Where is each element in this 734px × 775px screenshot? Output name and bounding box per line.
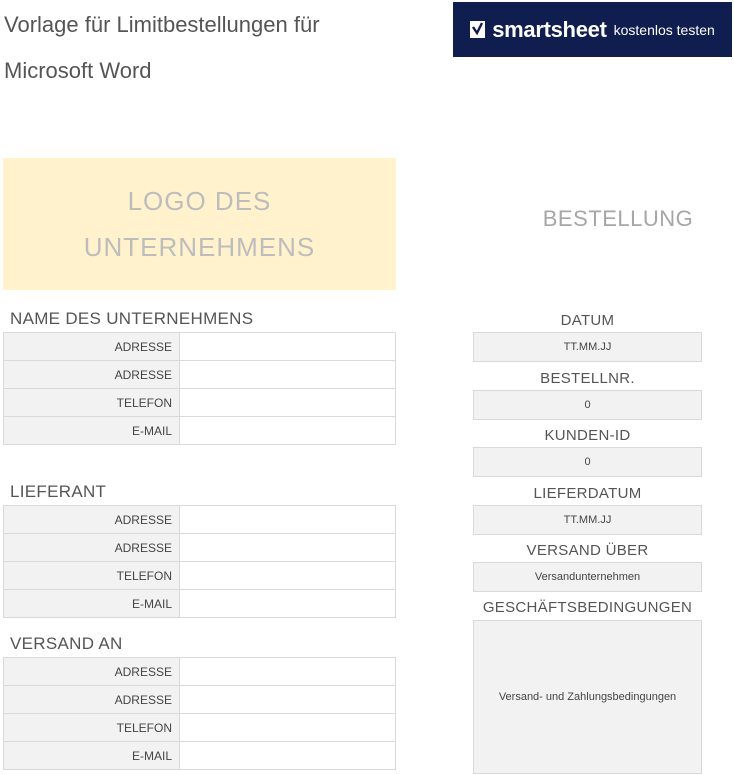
ship-via-label: VERSAND ÜBER <box>526 542 649 559</box>
field-label: ADRESSE <box>4 333 180 361</box>
logo-placeholder-line-2: UNTERNEHMENS <box>83 232 316 262</box>
delivery-date-field[interactable]: TT.MM.JJ <box>473 505 702 535</box>
field-label: TELEFON <box>4 389 180 417</box>
company-address-1-field[interactable] <box>180 333 396 361</box>
table-row <box>4 506 396 534</box>
page-title <box>4 2 434 94</box>
section-heading-supplier: LIEFERANT <box>10 482 107 501</box>
field-label: E-MAIL <box>4 590 180 618</box>
table-row <box>4 658 396 686</box>
supplier-info-table <box>3 505 396 618</box>
field-label: ADRESSE <box>4 534 180 562</box>
table-row <box>4 714 396 742</box>
smartsheet-trial-banner[interactable] <box>453 2 732 57</box>
field-label: ADRESSE <box>4 658 180 686</box>
customer-id-label: KUNDEN-ID <box>544 427 631 444</box>
company-address-2-field[interactable] <box>180 361 396 389</box>
smartsheet-check-logo-icon <box>470 21 485 38</box>
table-row <box>4 389 396 417</box>
field-label: E-MAIL <box>4 417 180 445</box>
supplier-email-field[interactable] <box>180 590 396 618</box>
ship-to-address-2-field[interactable] <box>180 686 396 714</box>
table-row <box>4 742 396 770</box>
table-row <box>4 590 396 618</box>
document-title: BESTELLUNG <box>542 206 694 231</box>
table-row <box>4 361 396 389</box>
order-number-label: BESTELLNR. <box>540 370 635 387</box>
ship-to-phone-field[interactable] <box>180 714 396 742</box>
terms-label: GESCHÄFTSBEDINGUNGEN <box>482 599 693 616</box>
table-row <box>4 534 396 562</box>
field-label: TELEFON <box>4 714 180 742</box>
field-label: ADRESSE <box>4 686 180 714</box>
customer-id-field[interactable]: 0 <box>473 447 702 477</box>
field-label: ADRESSE <box>4 506 180 534</box>
table-row <box>4 333 396 361</box>
section-heading-company: NAME DES UNTERNEHMENS <box>10 309 254 328</box>
supplier-address-1-field[interactable] <box>180 506 396 534</box>
company-logo-placeholder[interactable] <box>3 158 396 290</box>
brand-name: smartsheet <box>492 16 607 42</box>
ship-to-address-1-field[interactable] <box>180 658 396 686</box>
page-title-line-1: Vorlage für Limitbestellungen für <box>4 12 320 37</box>
logo-placeholder-line-1: LOGO DES <box>127 186 272 216</box>
company-phone-field[interactable] <box>180 389 396 417</box>
ship-to-info-table <box>3 657 396 770</box>
table-row <box>4 417 396 445</box>
order-number-field[interactable]: 0 <box>473 390 702 420</box>
company-info-table <box>3 332 396 445</box>
ship-via-field[interactable]: Versandunternehmen <box>473 562 702 592</box>
field-label: ADRESSE <box>4 361 180 389</box>
table-row <box>4 562 396 590</box>
trial-label: kostenlos testen <box>613 21 715 38</box>
table-row <box>4 686 396 714</box>
date-label: DATUM <box>560 312 615 329</box>
delivery-date-label: LIEFERDATUM <box>533 485 642 502</box>
section-heading-ship-to: VERSAND AN <box>10 634 123 653</box>
company-email-field[interactable] <box>180 417 396 445</box>
supplier-phone-field[interactable] <box>180 562 396 590</box>
field-label: TELEFON <box>4 562 180 590</box>
supplier-address-2-field[interactable] <box>180 534 396 562</box>
date-field[interactable]: TT.MM.JJ <box>473 332 702 362</box>
page-title-line-2: Microsoft Word <box>4 58 152 83</box>
ship-to-email-field[interactable] <box>180 742 396 770</box>
terms-field[interactable]: Versand- und Zahlungsbedingungen <box>473 620 702 774</box>
field-label: E-MAIL <box>4 742 180 770</box>
